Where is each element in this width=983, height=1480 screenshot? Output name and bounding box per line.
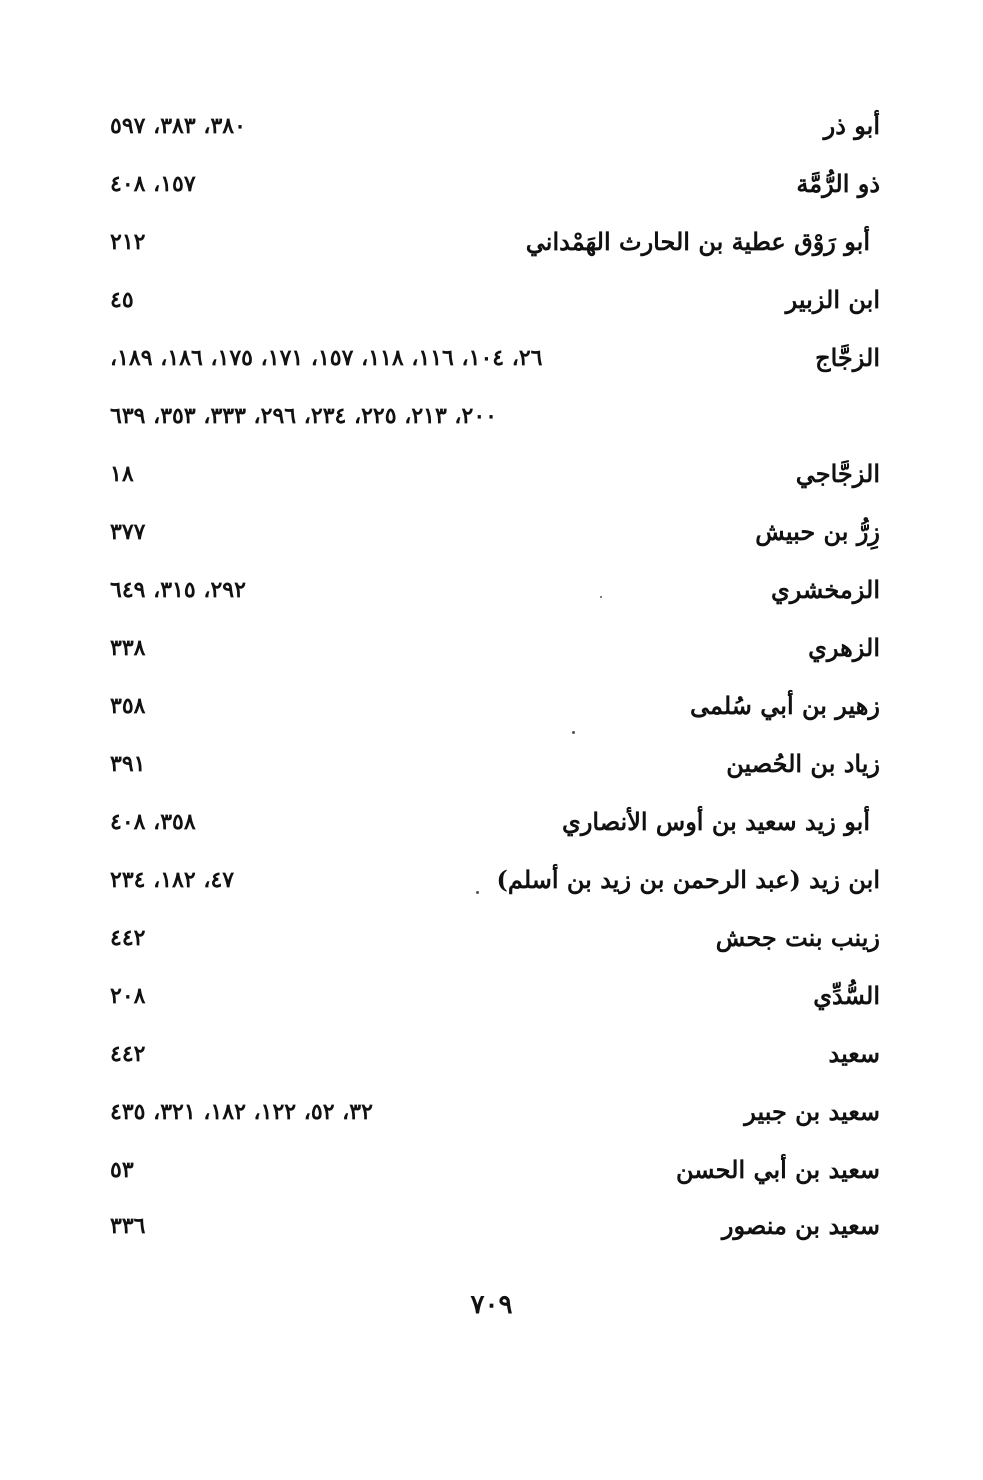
index-entry — [0, 860, 983, 900]
entry-pages: ٣٧٧ — [110, 519, 146, 545]
index-entry — [0, 164, 983, 204]
entry-pages: ٢٠٠، ٢١٣، ٢٢٥، ٢٣٤، ٢٩٦، ٣٣٣، ٣٥٣، ٦٣٩ — [110, 403, 497, 429]
index-entry — [0, 1150, 983, 1190]
entry-name: سعيد بن أبي الحسن — [675, 1155, 880, 1184]
index-entry — [0, 280, 983, 320]
index-entry — [0, 976, 983, 1016]
entry-name: الزجَّاجي — [795, 459, 880, 488]
index-entry — [0, 628, 983, 668]
entry-name: الزجَّاج — [815, 343, 880, 372]
index-entry — [0, 686, 983, 726]
entry-pages: ٣٣٦ — [110, 1213, 146, 1239]
index-entry — [0, 454, 983, 494]
entry-pages: ٤٧، ١٨٢، ٢٣٤ — [110, 867, 235, 893]
entry-name: زياد بن الحُصين — [726, 749, 880, 778]
entry-pages: ١٥٧، ٤٠٨ — [110, 171, 196, 197]
index-entry — [0, 222, 983, 262]
entry-pages: ٣٢، ٥٢، ١٢٢، ١٨٢، ٣٢١، ٤٣٥ — [110, 1099, 373, 1125]
entry-name: زينب بنت جحش — [715, 923, 880, 952]
entry-pages: ٥٣ — [110, 1157, 134, 1183]
index-entry — [0, 106, 983, 146]
index-entry — [0, 1034, 983, 1074]
entry-name: زِرُّ بن حبيش — [755, 517, 880, 546]
index-entry — [0, 802, 983, 842]
entry-name: الزمخشري — [770, 575, 880, 604]
entry-pages: ٢٩٢، ٣١٥، ٦٤٩ — [110, 577, 246, 603]
entry-pages: ٤٤٢ — [110, 1041, 146, 1067]
index-entry — [0, 338, 983, 378]
entry-name: سعيد بن منصور — [721, 1211, 880, 1240]
index-entry — [0, 918, 983, 958]
entry-name: سعيد — [828, 1039, 880, 1068]
entry-pages: ٢٦، ١٠٤، ١١٦، ١١٨، ١٥٧، ١٧١، ١٧٥، ١٨٦، ١٨٩، — [110, 345, 543, 371]
entry-name: السُّدِّي — [813, 981, 880, 1010]
entry-name: ابن الزبير — [785, 285, 880, 314]
entry-pages: ٢١٢ — [110, 229, 146, 255]
entry-name: أبو رَوْق عطية بن الحارث الهَمْداني — [525, 227, 870, 256]
entry-pages: ٣٥٨ — [110, 693, 146, 719]
page-number: ٧٠٩ — [470, 1290, 513, 1320]
entry-pages: ٣٥٨، ٤٠٨ — [110, 809, 196, 835]
index-entry — [0, 570, 983, 610]
scan-speck — [572, 731, 575, 734]
entry-pages: ٤٥ — [110, 287, 134, 313]
index-entry — [0, 512, 983, 552]
entry-pages: ٣٩١ — [110, 751, 146, 777]
entry-pages: ٤٤٢ — [110, 925, 146, 951]
entry-name: أبو زيد سعيد بن أوس الأنصاري — [562, 807, 870, 836]
index-entry — [0, 1206, 983, 1246]
entry-pages: ٣٨٠، ٣٨٣، ٥٩٧ — [110, 113, 246, 139]
entry-pages: ٢٠٨ — [110, 983, 146, 1009]
entry-name: أبو ذر — [823, 111, 880, 140]
entry-name: الزهري — [808, 633, 880, 662]
entry-pages: ٣٣٨ — [110, 635, 146, 661]
entry-name: ذو الرُّمَّة — [796, 169, 880, 198]
index-entry-continuation — [0, 396, 983, 436]
entry-name: زهير بن أبي سُلمى — [689, 691, 880, 720]
scan-speck — [600, 596, 602, 598]
entry-name: ابن زيد (عبد الرحمن بن زيد بن أسلم) — [496, 865, 880, 894]
index-entry — [0, 1092, 983, 1132]
entry-name: سعيد بن جبير — [744, 1097, 880, 1126]
entry-pages: ١٨ — [110, 461, 134, 487]
index-entry — [0, 744, 983, 784]
scan-speck — [476, 891, 479, 894]
